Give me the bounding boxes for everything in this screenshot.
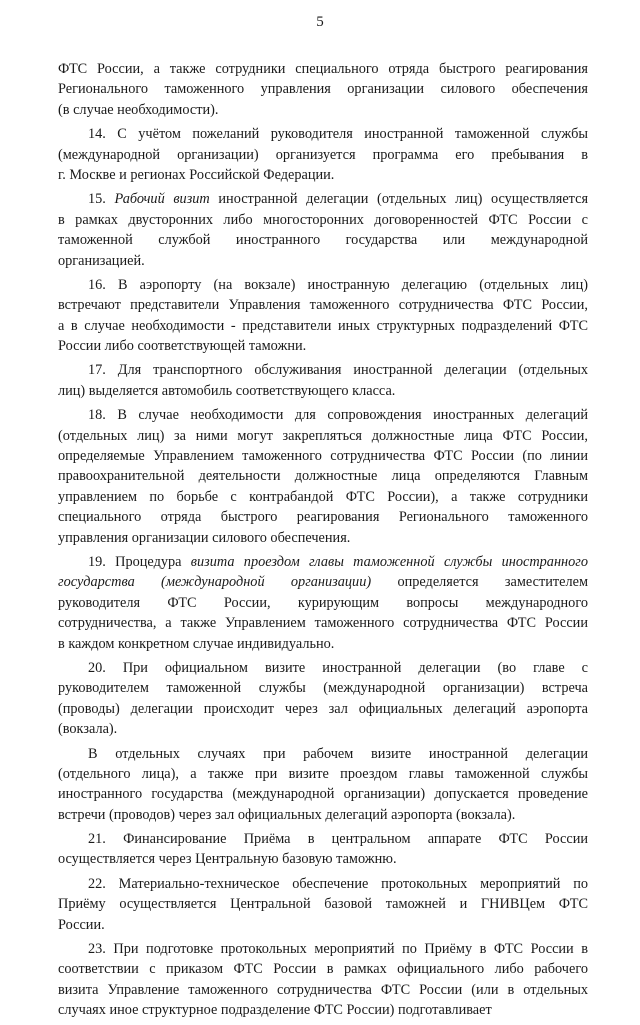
- text-line: (в случае необходимости).: [58, 101, 219, 118]
- text-line: (отдельных лиц) за ними могут закрепляться должностные лица ФТС России,: [58, 427, 588, 444]
- paragraph-23: [58, 939, 588, 1021]
- text-line: таможенной службой иностранного государства или международной: [58, 232, 588, 249]
- paragraph-number: 19. Процедура: [88, 553, 182, 570]
- text-line: (проводы) делегации происходит через зал официальных делегаций аэропорта: [58, 700, 588, 717]
- text-line: управления организации силового обеспечения.: [58, 529, 351, 546]
- paragraph-17: [58, 360, 588, 401]
- line-tail: иностранной делегации (отдельных лиц) осуществляется: [218, 191, 589, 208]
- text-line: (вокзала).: [58, 721, 118, 738]
- paragraph-number: 15.: [88, 191, 106, 208]
- text-line: [58, 552, 588, 572]
- text-line: 21. Финансирование Приёма в центральном аппарате ФТС России: [88, 831, 588, 848]
- text-line: Регионального таможенного управления организации силового обеспечения: [58, 81, 588, 98]
- text-line: 18. В случае необходимости для сопровождения иностранных делегаций: [88, 407, 588, 424]
- line-tail: определяется заместителем: [397, 574, 588, 591]
- text-line: 22. Материально-техническое обеспечение протокольных мероприятий по: [88, 875, 588, 892]
- text-line: иностранного государства (международной организации) допускается проведение: [58, 786, 588, 803]
- text-line: России.: [58, 916, 105, 933]
- paragraph-20: [58, 658, 588, 740]
- paragraph-16: [58, 275, 588, 357]
- text-line: соответствии с приказом ФТС России в рамках официального либо рабочего: [58, 961, 588, 978]
- paragraph-18: [58, 405, 588, 548]
- text-line: В отдельных случаях при рабочем визите иностранной делегации: [88, 745, 588, 762]
- text-line: лиц) выделяется автомобиль соответствующего класса.: [58, 382, 396, 399]
- text-line: [58, 572, 588, 592]
- text-line: 20. При официальном визите иностранной делегации (во главе с: [88, 659, 588, 676]
- paragraph-14: [58, 124, 588, 185]
- paragraph-21: [58, 829, 588, 870]
- text-line: встречи (проводов) через зал официальных делегаций аэропорта (вокзала).: [58, 806, 516, 823]
- text-line: встречают представители Управления таможенного сотрудничества ФТС России,: [58, 297, 588, 314]
- paragraph-19: [58, 552, 588, 654]
- text-line: случаях иное структурное подразделение ФТС России) подготавливает: [58, 1002, 492, 1019]
- text-line: визита Управление таможенного сотрудничества ФТС России (или в отдельных: [58, 981, 588, 998]
- text-line: специального отряда быстрого реагирования Регионального таможенного: [58, 509, 588, 526]
- text-line: в рамках двусторонних либо многосторонних договоренностей ФТС России с: [58, 211, 588, 228]
- text-line: (отдельного лица), а также при визите проездом главы таможенной службы: [58, 765, 588, 782]
- text-line: правоохранительной деятельности должностные лица определяются Главным: [58, 468, 588, 485]
- paragraph-15: [58, 189, 588, 271]
- italic-term: Рабочий визит: [114, 191, 210, 208]
- text-line: г. Москве и регионах Российской Федерации.: [58, 166, 335, 183]
- paragraph-20-continued: [58, 744, 588, 826]
- document-body: [58, 59, 588, 1025]
- page-number: 5: [316, 14, 324, 30]
- paragraph-22: [58, 874, 588, 935]
- text-line: сотрудничества, а также Управлением таможенного сотрудничества ФТС России: [58, 615, 588, 632]
- text-line: [58, 189, 588, 209]
- text-line: 23. При подготовке протокольных мероприятий по Приёму в ФТС России в: [88, 941, 588, 958]
- text-line: организацией.: [58, 252, 145, 269]
- text-line: 17. Для транспортного обслуживания иностранной делегации (отдельных: [88, 362, 588, 379]
- text-line: руководителя ФТС России, курирующим вопросы международного: [58, 594, 588, 611]
- text-line: 14. С учётом пожеланий руководителя иностранной таможенной службы: [88, 126, 588, 143]
- text-line: России либо соответствующей таможни.: [58, 338, 307, 355]
- text-line: Приёму осуществляется Центральной базовой таможней и ГНИВЦем ФТС: [58, 896, 588, 913]
- text-line: управлением по борьбе с контрабандой ФТС России), а также сотрудники: [58, 488, 588, 505]
- italic-term: визита проездом главы таможенной службы иностранного: [190, 553, 589, 570]
- text-line: руководителем таможенной службы (международной организации) встреча: [58, 680, 588, 697]
- italic-term: государства (международной организации): [58, 574, 372, 591]
- text-line: осуществляется через Центральную базовую таможню.: [58, 851, 397, 868]
- text-line: а в случае необходимости - представители иных структурных подразделений ФТС: [58, 317, 588, 334]
- text-line: 16. В аэропорту (на вокзале) иностранную делегацию (отдельных лиц): [88, 276, 588, 293]
- text-line: (международной организации) организуется программа его пребывания в: [58, 146, 588, 163]
- paragraph-continuation: [58, 59, 588, 120]
- text-line: ФТС России, а также сотрудники специального отряда быстрого реагирования: [58, 61, 588, 77]
- text-line: в каждом конкретном случае индивидуально.: [58, 635, 335, 652]
- text-line: определяемые Управлением таможенного сотрудничества ФТС России (по линии: [58, 448, 588, 465]
